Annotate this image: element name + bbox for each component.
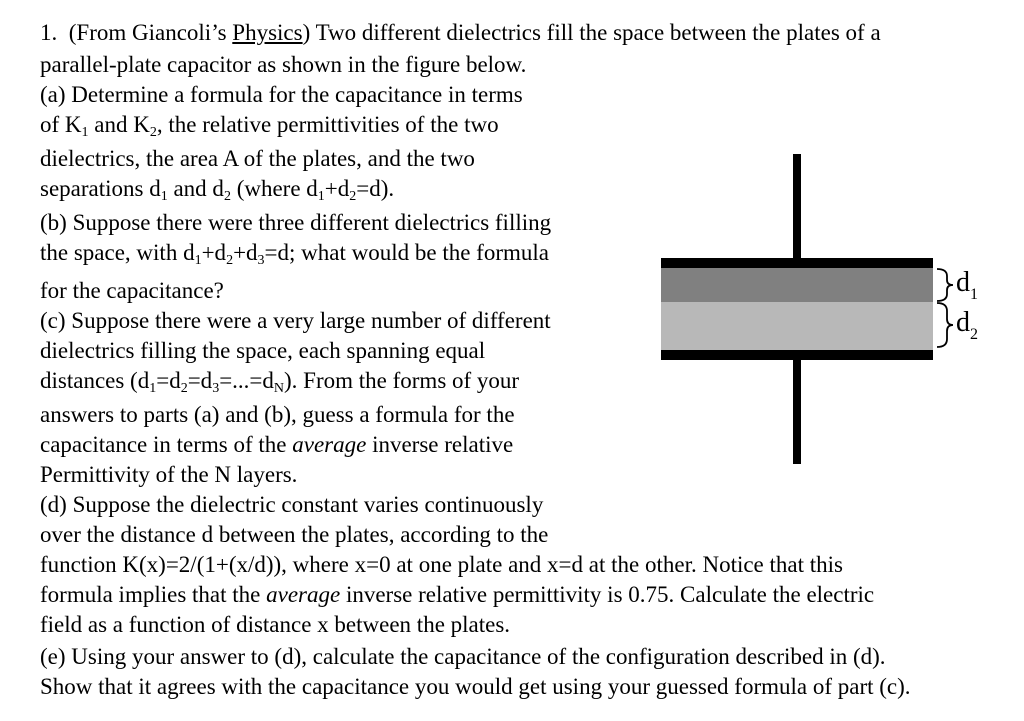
dielectric-layer-1 — [661, 268, 933, 302]
part-e-line-2: Show that it agrees with the capacitance you would get using your guessed formula of part (c). — [40, 674, 911, 699]
label-d1: $d_1$ — [956, 267, 978, 303]
book-title-link: Physics — [232, 20, 303, 45]
part-a-line-2: of $K_1$ and $K_2$, the relative permittivities of the two — [40, 112, 499, 140]
bottom-plate — [661, 350, 933, 360]
part-c-line-4: answers to parts (a) and (b), guess a formula for the — [40, 402, 515, 427]
part-c-line-1: (c) Suppose there were a very large number of different — [40, 308, 551, 333]
dielectric-layer-2 — [661, 302, 933, 350]
intro-line-1: 1. (From Giancoli’s Physics) Two different dielectrics fill the space between the plates of a — [40, 20, 881, 45]
part-a-line-4: separations $d_1$ and $d_2$ (where $d_1+d_2=d$). — [40, 176, 395, 204]
part-c-line-5: capacitance in terms of the average inverse relative — [40, 432, 514, 457]
part-d-line-5: field as a function of distance x between the plates. — [40, 612, 511, 637]
part-a-line-3: dielectrics, the area A of the plates, and the two — [40, 146, 475, 171]
part-c-line-2: dielectrics filling the space, each spanning equal — [40, 338, 486, 363]
top-plate — [661, 258, 933, 268]
brace-d1 — [937, 269, 953, 301]
part-c-line-6: Permittivity of the N layers. — [40, 462, 298, 487]
part-d-line-2: over the distance d between the plates, according to the — [40, 522, 549, 547]
capacitor-diagram — [650, 150, 1024, 470]
part-a-line-1: (a) Determine a formula for the capacitance in terms — [40, 82, 523, 107]
top-lead-wire — [793, 154, 801, 258]
label-d2: $d_2$ — [956, 307, 978, 343]
bottom-lead-wire — [793, 360, 801, 464]
intro-line-2: parallel-plate capacitor as shown in the figure below. — [40, 52, 527, 77]
part-b-line-2: the space, with $d_1+d_2+d_3=d$; what would be the formula — [40, 240, 549, 268]
part-b-line-1: (b) Suppose there were three different dielectrics filling — [40, 210, 552, 235]
part-d-line-3: function K(x)=2/(1+(x/d)), where x=0 at one plate and x=d at the other. Notice that this — [40, 552, 843, 577]
capacitor-figure — [650, 150, 1024, 470]
part-d-line-4: formula implies that the average inverse relative permittivity is 0.75. Calculate the electric — [40, 582, 875, 607]
part-e-line-1: (e) Using your answer to (d), calculate the capacitance of the configuration described in (d). — [40, 644, 886, 669]
part-b-line-3: for the capacitance? — [40, 278, 224, 303]
part-c-line-3: distances $(d_1=d_2=d_3=...=d_N)$. From the forms of your — [40, 368, 520, 396]
brace-d2 — [937, 303, 953, 347]
part-d-line-1: (d) Suppose the dielectric constant varies continuously — [40, 492, 544, 517]
